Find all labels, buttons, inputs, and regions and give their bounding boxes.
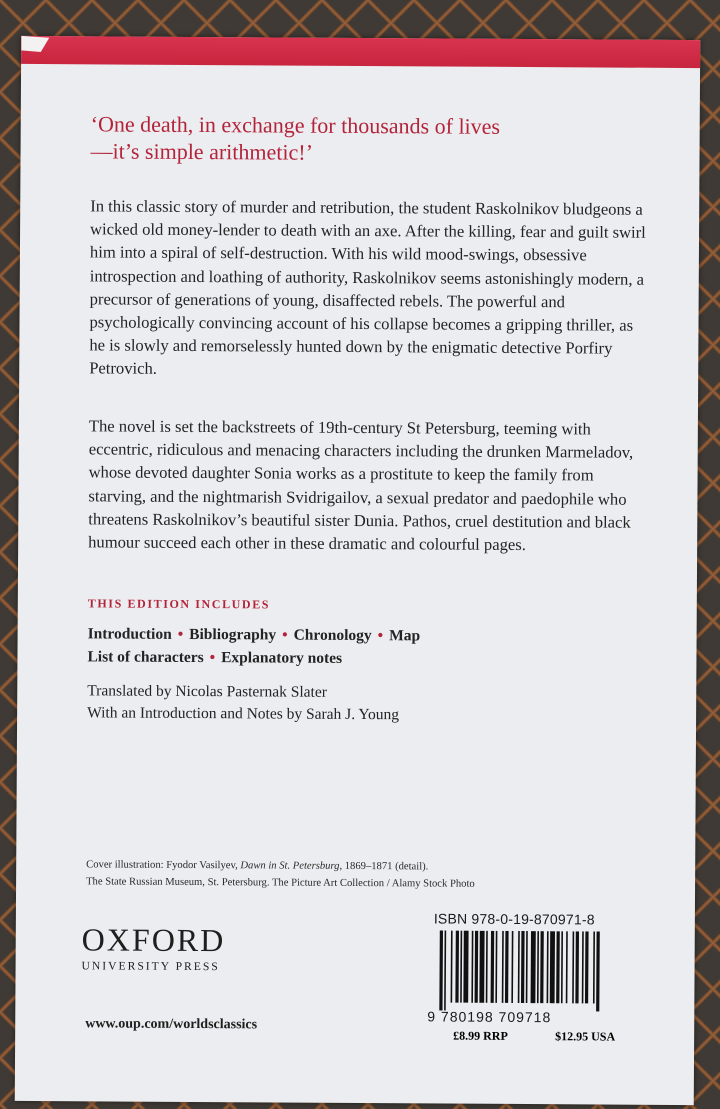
bullet-icon: • <box>209 649 216 667</box>
barcode-bar <box>495 931 497 1003</box>
price-usd: $12.95 USA <box>555 1029 616 1044</box>
blurb-paragraph-2: The novel is set the backstreets of 19th-century St Petersburg, teeming with eccentric, ridiculous and menacing characters including the drunken Marmeladov, whose devoted daughter Sonia works as a prostitute to keep the family from starving, and the nightmarish Svidrigailov, a sexual predator and paedophile who threatens Raskolnikov’s beautiful sister Dunia. Pathos, cruel destitution and black humour succeed each other in these dramatic and colourful pages. <box>88 416 634 555</box>
barcode-bar <box>596 931 600 1011</box>
barcode-bar <box>566 931 568 1003</box>
barcode-bar <box>575 931 579 1003</box>
edition-item: List of characters <box>87 648 204 667</box>
bullet-icon: • <box>177 625 184 643</box>
barcode-bar <box>460 931 462 1003</box>
book-back-cover <box>15 36 700 1105</box>
barcode-bar <box>475 931 479 1003</box>
oxford-logo <box>82 922 226 975</box>
bullet-icon: • <box>282 626 288 644</box>
barcode-bar <box>521 931 525 1003</box>
barcode-bar <box>505 931 509 1003</box>
barcode-bar <box>582 931 584 1003</box>
barcode-bar <box>486 931 488 1003</box>
cover-red-band <box>21 36 700 68</box>
barcode-bar <box>451 931 453 1003</box>
edition-line-2 <box>87 645 647 671</box>
barcode-bar <box>531 931 536 1003</box>
barcode-block <box>427 910 628 1025</box>
barcode-bar <box>439 931 443 1011</box>
edition-item: Explanatory notes <box>221 649 343 667</box>
credits <box>87 680 647 727</box>
barcode-bar <box>471 931 473 1003</box>
barcode-bar <box>540 931 544 1003</box>
barcode-bar <box>502 931 504 1003</box>
edition-heading: THIS EDITION INCLUDES <box>87 596 271 612</box>
illustration-prefix: Cover illustration: Fyodor Vasilyev, <box>86 859 241 872</box>
publisher-name: OXFORD <box>81 921 226 959</box>
translator-credit: Translated by Nicolas Pasternak Slater <box>87 682 327 701</box>
barcode-bar <box>455 931 459 1003</box>
cover-illustration-credit <box>86 856 646 893</box>
barcode-bar <box>556 931 560 1003</box>
illustration-title: Dawn in St. Petersburg <box>240 860 340 872</box>
barcode-bar <box>547 931 549 1003</box>
isbn-text: ISBN 978-0-19-870971-8 <box>433 910 595 928</box>
barcode-bar <box>593 931 595 1003</box>
edition-item: Map <box>389 627 421 645</box>
prices <box>427 1028 627 1044</box>
publisher-website: www.oup.com/worldsclassics <box>85 1016 258 1033</box>
barcode-bar <box>572 931 574 1003</box>
edition-line-1 <box>88 622 648 648</box>
barcode-bar <box>518 931 520 1003</box>
barcode-bar <box>537 931 539 1003</box>
barcode-bar <box>491 931 495 1003</box>
barcode-bar <box>585 931 589 1003</box>
barcode-bar <box>479 931 484 1003</box>
barcode-bar <box>526 931 528 1003</box>
barcode-digits: 9 780198 709718 <box>427 1008 552 1026</box>
price-gbp: £8.99 RRP <box>453 1028 508 1043</box>
barcode-bar <box>511 931 513 1003</box>
barcode-bar <box>444 931 446 1011</box>
illustration-suffix: , 1869–1871 (detail). <box>339 860 429 873</box>
barcode-bar <box>561 931 563 1003</box>
introduction-credit: With an Introduction and Notes by Sarah J. Young <box>87 704 400 724</box>
bullet-icon: • <box>377 627 384 645</box>
barcode-icon <box>427 930 627 1011</box>
cover-tagline: ‘One death, in exchange for thousands of lives—it’s simple arithmetic!’ <box>90 111 501 165</box>
edition-item: Chronology <box>293 626 372 645</box>
edition-includes-list <box>87 622 647 671</box>
barcode-bar <box>550 931 555 1003</box>
edition-item: Introduction <box>87 625 172 643</box>
blurb-paragraph-1: In this classic story of murder and retribution, the student Raskolnikov bludgeons a wicked old money-lender to death with an axe. After the killing, fear and guilt swirl him into a spiral of self-destruction. With his wild mood-swings, obsessive introspection and loathing of authority, Raskolnikov seems astonishingly modern, a precursor of generations of young, disaffected rebels. The powerful and psychologically convincing account of his collapse becomes a gripping thriller, as he is slowly and remorselessly hunted down by the enigmatic detective Porfiry Petrovich. <box>89 196 646 379</box>
illustration-line-2: The State Russian Museum, St. Petersburg. The Picture Art Collection / Alamy Stock Photo <box>86 876 475 890</box>
edition-item: Bibliography <box>189 625 277 644</box>
publisher-subtitle: UNIVERSITY PRESS <box>81 959 220 974</box>
barcode-bar <box>463 931 468 1003</box>
